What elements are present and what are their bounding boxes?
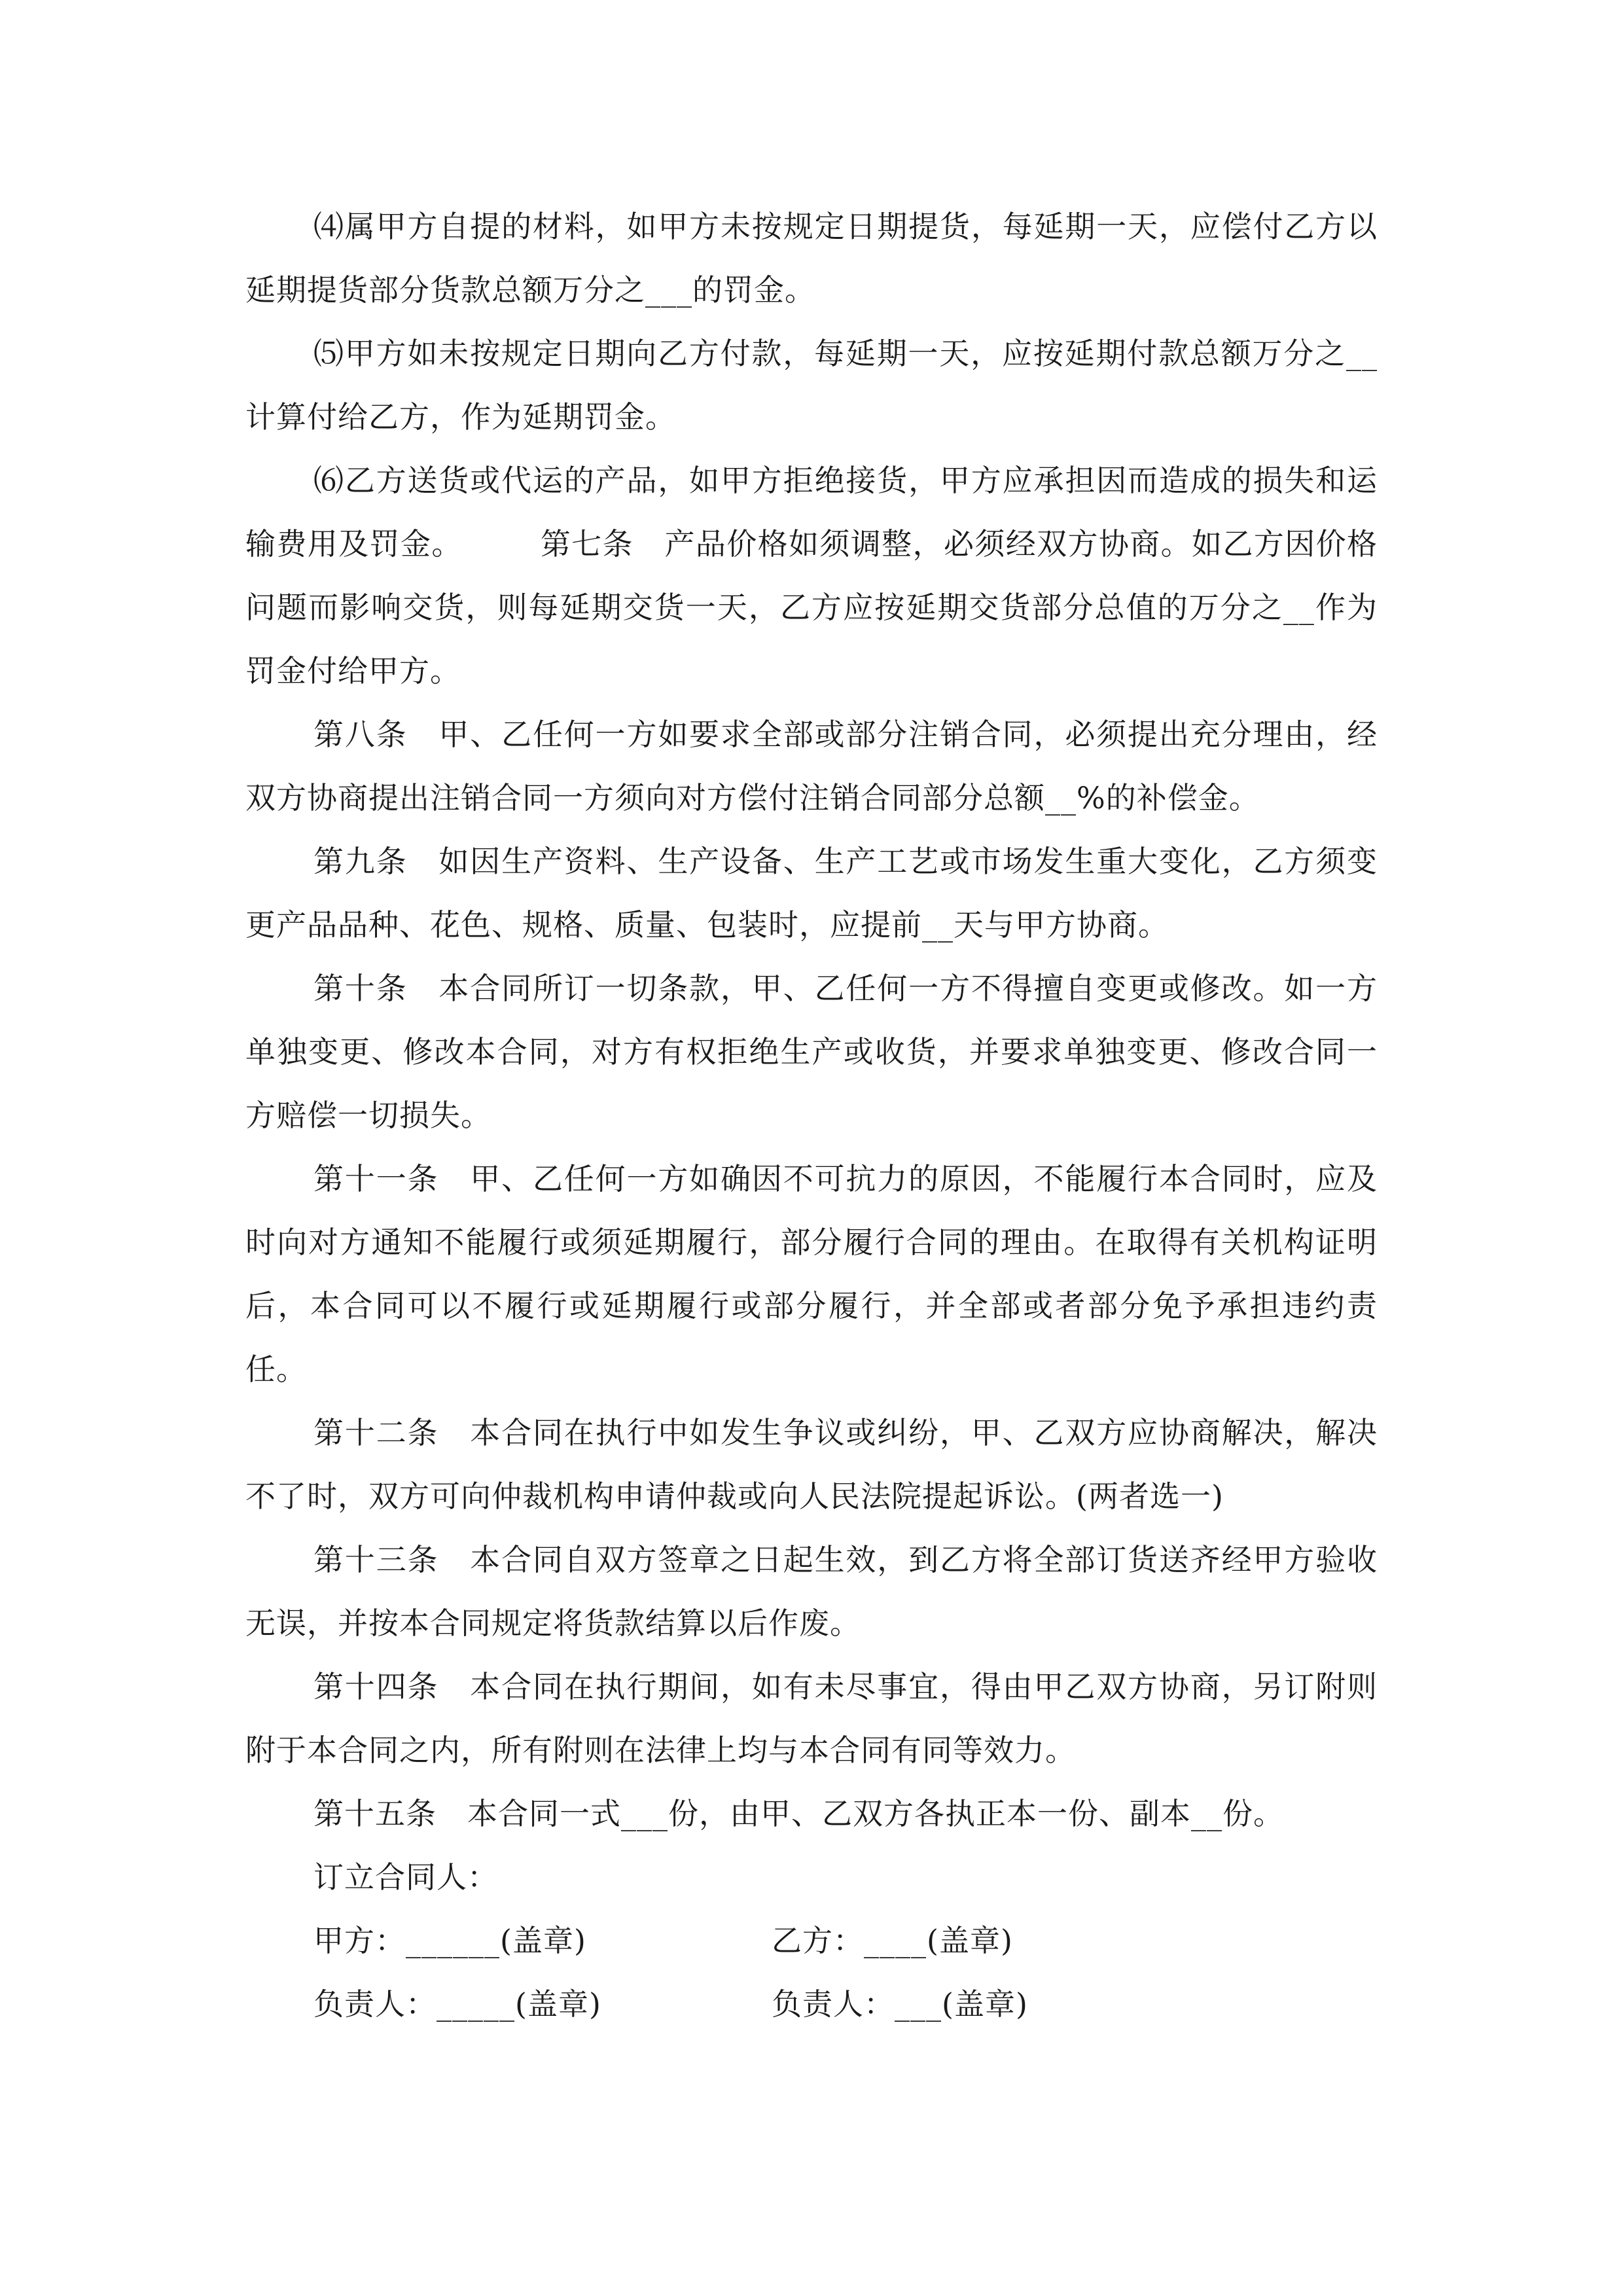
article-13: 第十三条 本合同自双方签章之日起生效，到乙方将全部订货送齐经甲方验收无误，并按本合同规定将货款结算以后作废。: [245, 1542, 1378, 1641]
clause-penalty-late-payment: ⑸甲方如未按规定日期向乙方付款，每延期一天，应按延期付款总额万分之__计算付给乙方，作为延期罚金。: [245, 336, 1378, 435]
article-8: 第八条 甲、乙任何一方如要求全部或部分注销合同，必须提出充分理由，经双方协商提出注销合同一方须向对方偿付注销合同部分总额__%的补偿金。: [245, 717, 1378, 816]
party-b-signature: 乙方：____(盖章): [772, 1923, 1013, 1958]
article-12: 第十二条 本合同在执行中如发生争议或纠纷，甲、乙双方应协商解决，解决不了时，双方可向仲裁机构申请仲裁或向人民法院提起诉讼。(两者选一): [245, 1415, 1378, 1514]
article-15: 第十五条 本合同一式___份，由甲、乙双方各执正本一份、副本__份。: [313, 1796, 1284, 1831]
article-11: 第十一条 甲、乙任何一方如确因不可抗力的原因，不能履行本合同时，应及时向对方通知不能履行或须延期履行，部分履行合同的理由。在取得有关机构证明后，本合同可以不履行或延期履行或部分履行，并全部或者部分免予承担违约责任。: [245, 1161, 1378, 1387]
signature-row-parties: [245, 1909, 1378, 1973]
clause-refusal-and-article-7: ⑹乙方送货或代运的产品，如甲方拒绝接货，甲方应承担因而造成的损失和运输费用及罚金。 第七条 产品价格如须调整，必须经双方协商。如乙方因价格问题而影响交货，则每延期交货一天，乙方应按延期交货部分总值的万分之__作为罚金付给甲方。: [245, 463, 1378, 689]
article-14: 第十四条 本合同在执行期间，如有未尽事宜，得由甲乙双方协商，另订附则附于本合同之内，所有附则在法律上均与本合同有同等效力。: [245, 1669, 1378, 1768]
clause-penalty-self-pickup: ⑷属甲方自提的材料，如甲方未按规定日期提货，每延期一天，应偿付乙方以延期提货部分货款总额万分之___的罚金。: [245, 209, 1378, 308]
signature-row-representatives: [245, 1973, 1378, 2036]
article-9: 第九条 如因生产资料、生产设备、生产工艺或市场发生重大变化，乙方须变更产品品种、花色、规格、质量、包装时，应提前__天与甲方协商。: [245, 844, 1378, 942]
document-body: [245, 195, 1378, 2036]
party-a-signature: 甲方：______(盖章): [313, 1923, 586, 1958]
party-b-representative-signature: 负责人：___(盖章): [772, 1986, 1028, 2022]
signatories-heading: 订立合同人：: [313, 1859, 498, 1895]
party-a-representative-signature: 负责人：_____(盖章): [313, 1986, 601, 2022]
article-10: 第十条 本合同所订一切条款，甲、乙任何一方不得擅自变更或修改。如一方单独变更、修改本合同，对方有权拒绝生产或收货，并要求单独变更、修改合同一方赔偿一切损失。: [245, 971, 1378, 1133]
